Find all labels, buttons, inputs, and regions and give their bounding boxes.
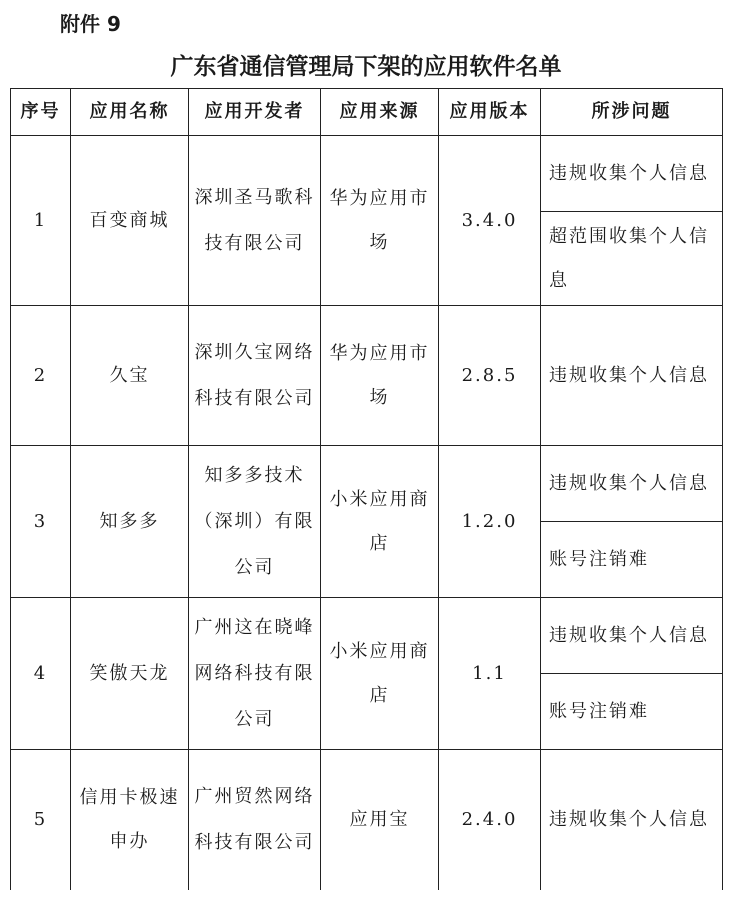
cell-issue: 超范围收集个人信息 (541, 212, 723, 306)
cell-no: 4 (11, 598, 71, 750)
cell-issue: 账号注销难 (541, 674, 723, 750)
cell-issue: 违规收集个人信息 (541, 136, 723, 212)
cell-developer: 知多多技术（深圳）有限公司 (189, 446, 321, 598)
table-row (11, 136, 723, 212)
cell-issue: 违规收集个人信息 (541, 446, 723, 522)
cell-no: 2 (11, 306, 71, 446)
cell-version: 1.1 (439, 598, 541, 750)
cell-source: 小米应用商店 (321, 446, 439, 598)
table-row (11, 446, 723, 522)
cell-source: 应用宝 (321, 750, 439, 890)
header-developer: 应用开发者 (189, 89, 321, 136)
cell-developer: 深圳久宝网络科技有限公司 (189, 306, 321, 446)
cell-source: 小米应用商店 (321, 598, 439, 750)
cell-source: 华为应用市场 (321, 306, 439, 446)
header-source: 应用来源 (321, 89, 439, 136)
header-version: 应用版本 (439, 89, 541, 136)
attachment-label: 附件 9 (60, 12, 121, 36)
cell-issue: 违规收集个人信息 (541, 306, 723, 446)
cell-app-name: 笑傲天龙 (71, 598, 189, 750)
cell-app-name: 信用卡极速申办 (71, 750, 189, 890)
cell-version: 3.4.0 (439, 136, 541, 306)
cell-version: 2.8.5 (439, 306, 541, 446)
cell-developer: 深圳圣马歌科技有限公司 (189, 136, 321, 306)
document-title: 广东省通信管理局下架的应用软件名单 (170, 54, 562, 80)
cell-no: 5 (11, 750, 71, 890)
cell-app-name: 知多多 (71, 446, 189, 598)
cell-developer: 广州这在晓峰网络科技有限公司 (189, 598, 321, 750)
cell-issue: 违规收集个人信息 (541, 750, 723, 890)
app-list-table (10, 88, 723, 890)
cell-issue: 账号注销难 (541, 522, 723, 598)
header-app-name: 应用名称 (71, 89, 189, 136)
cell-app-name: 久宝 (71, 306, 189, 446)
header-issue: 所涉问题 (541, 89, 723, 136)
cell-source: 华为应用市场 (321, 136, 439, 306)
cell-no: 1 (11, 136, 71, 306)
cell-issue: 违规收集个人信息 (541, 598, 723, 674)
cell-no: 3 (11, 446, 71, 598)
table-header-row (11, 89, 723, 136)
cell-version: 2.4.0 (439, 750, 541, 890)
table-row (11, 306, 723, 446)
header-no: 序号 (11, 89, 71, 136)
cell-version: 1.2.0 (439, 446, 541, 598)
cell-app-name: 百变商城 (71, 136, 189, 306)
cell-developer: 广州贸然网络科技有限公司 (189, 750, 321, 890)
table-row (11, 598, 723, 674)
table-row (11, 750, 723, 890)
